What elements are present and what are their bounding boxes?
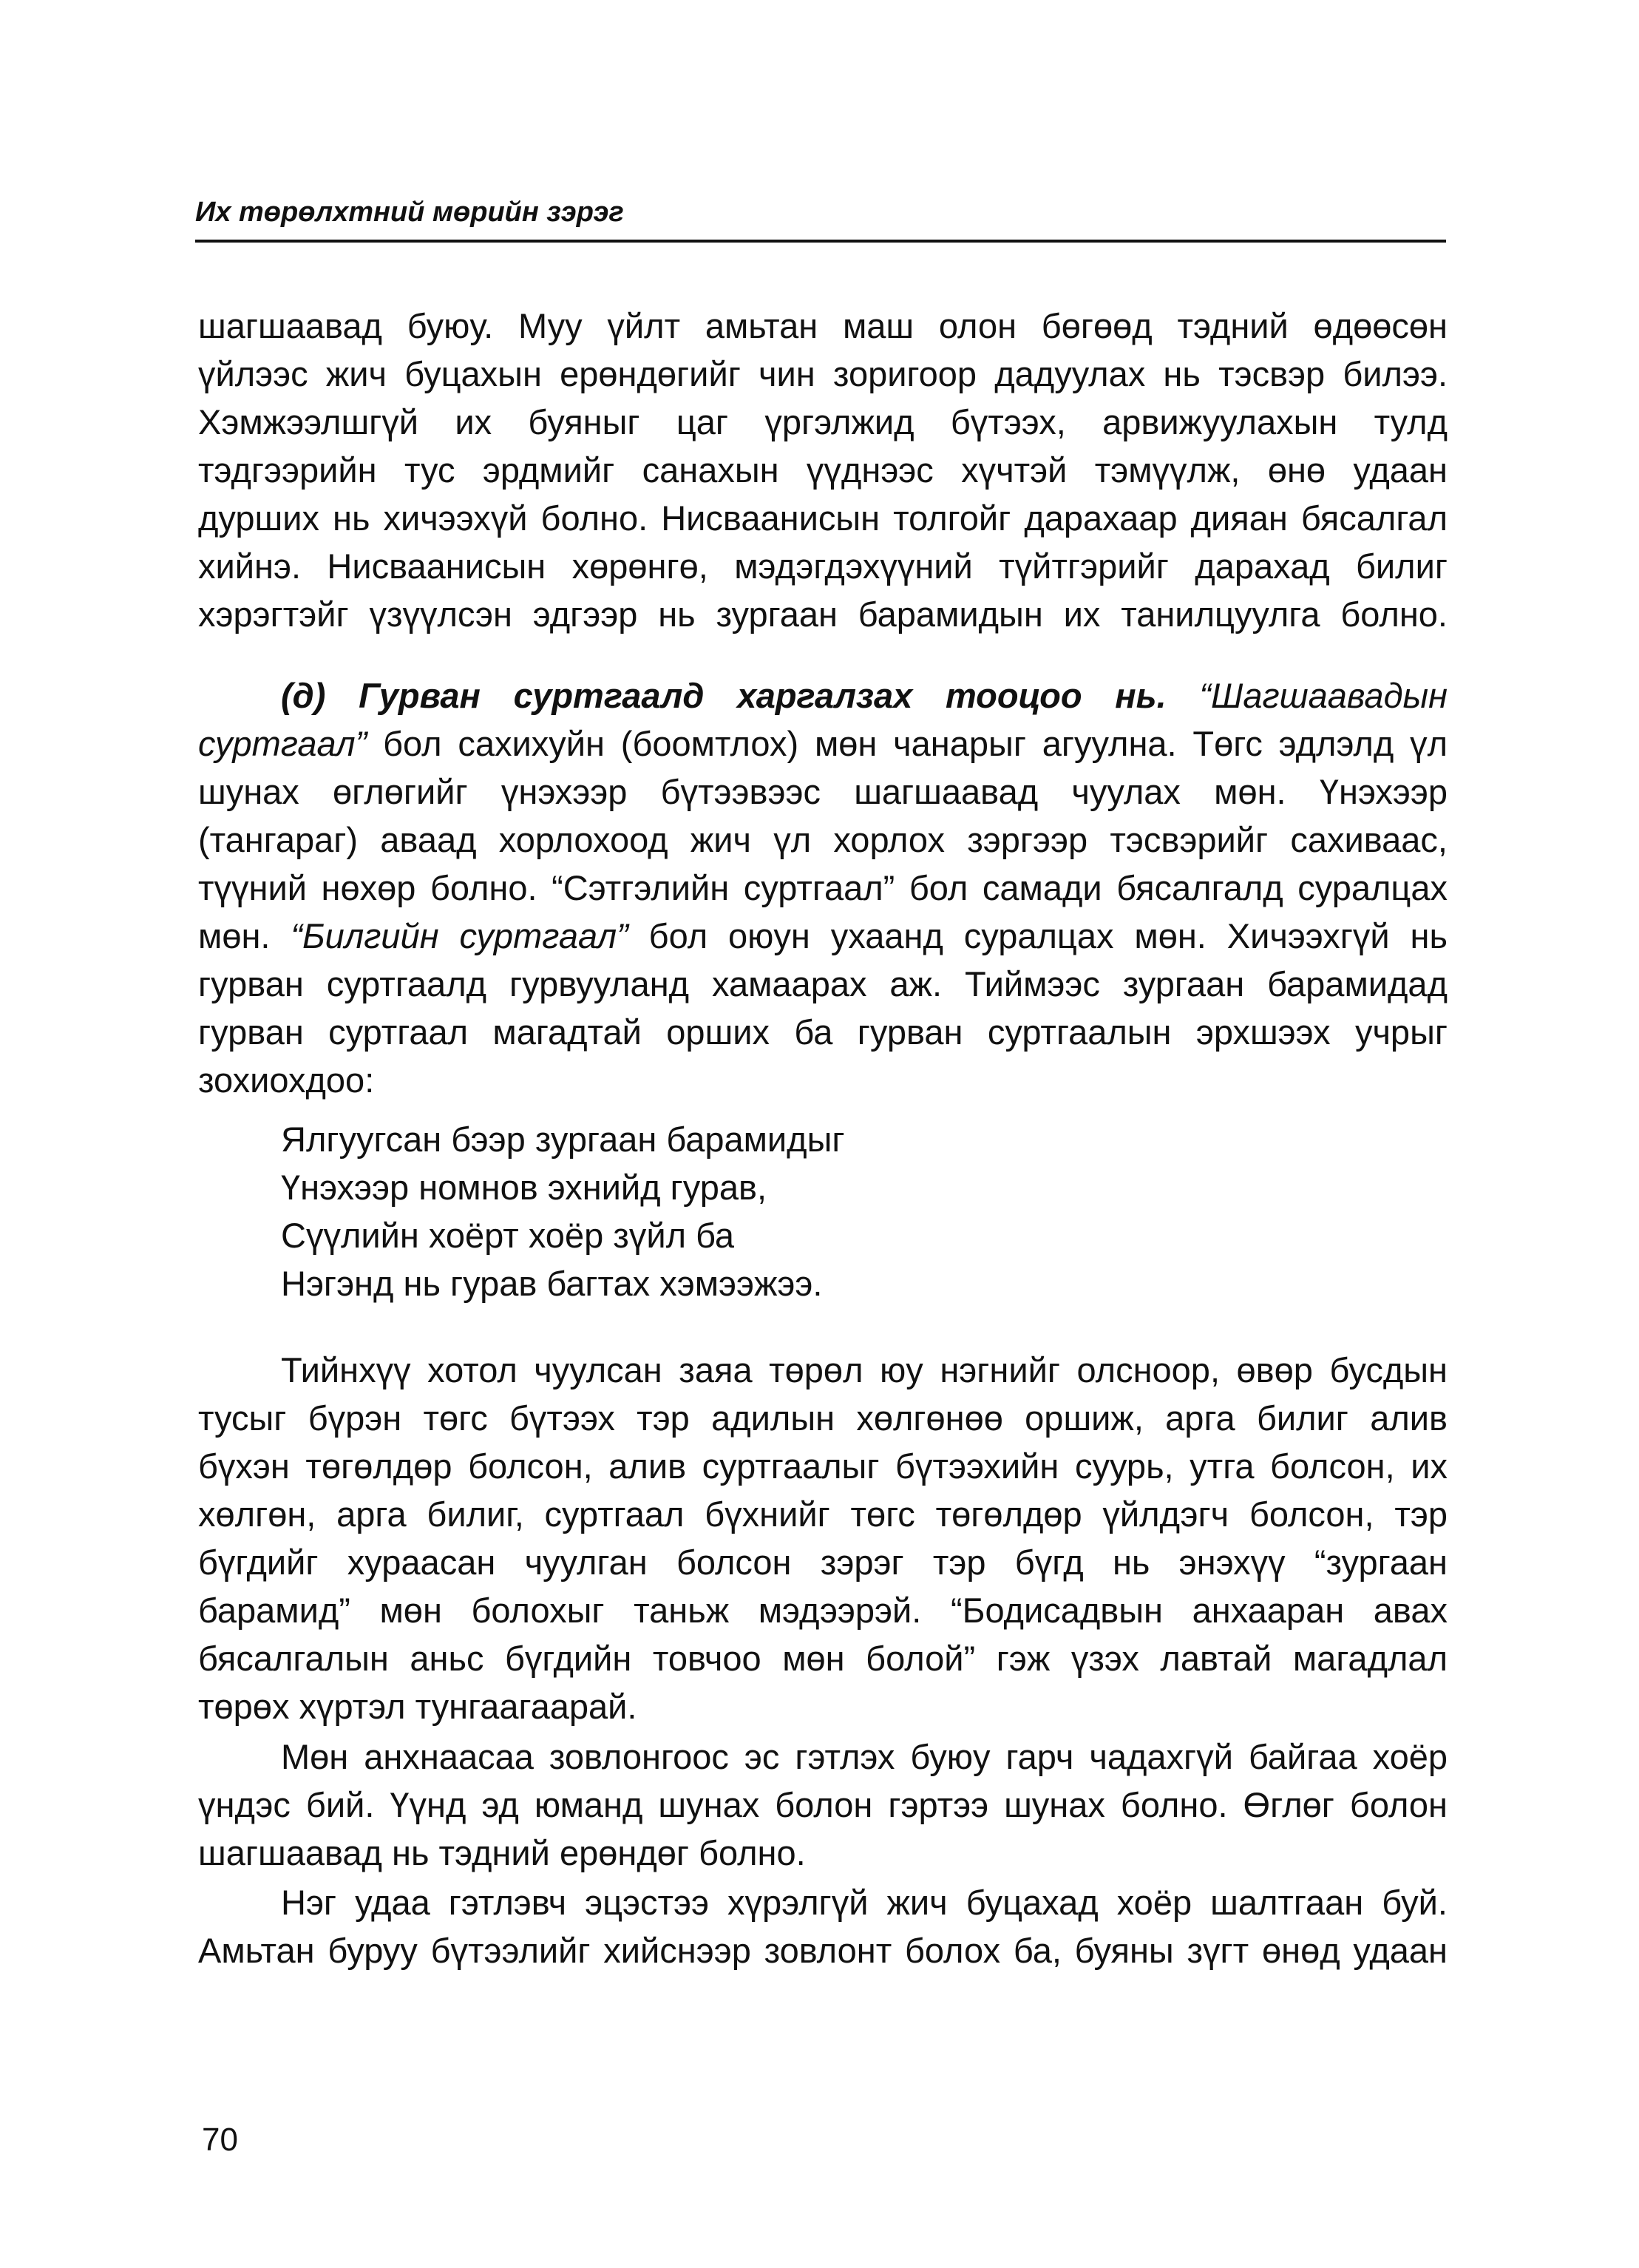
text-line: шунах өглөгийг үнэхээр бүтээвээс шагшаавад чуулах мөн. Үнэхээр <box>198 772 1448 811</box>
paragraph-4 <box>198 1878 1448 1974</box>
paragraph-2 <box>198 1346 1448 1730</box>
text-line: шагшаавад буюу. Муу үйлт амьтан маш олон бөгөөд тэдний өдөөсөн <box>198 306 1448 345</box>
text-line: Амьтан буруу бүтээлийг хийснээр зовлонт болох ба, буяны зүгт өнөд удаан <box>198 1931 1448 1970</box>
text-line: (тангараг) аваад хорлохоод жич үл хорлох зэргээр тэсвэрийг сахиваас, <box>198 820 1448 859</box>
text-line <box>198 671 1448 720</box>
text-line: тэдгээрийн тус эрдмийг санахын үүднээс хүчтэй тэмүүлж, өнө удаан <box>198 450 1448 490</box>
text-line: Мөн анхнаасаа зовлонгоос эс гэтлэх буюу гарч чадахгүй байгаа хоёр <box>281 1737 1448 1776</box>
text-line: хэрэгтэйг үзүүлсэн эдгээр нь зургаан барамидын их танилцуулга болно. <box>198 595 1448 634</box>
verse-line: Сүүлийн хоёрт хоёр зүйл ба <box>281 1216 735 1255</box>
header-rule <box>195 240 1446 243</box>
text-line: үндэс бий. Үүнд эд юманд шунах болон гэртээ шунах болно. Өглөг болон <box>198 1785 1448 1824</box>
text-line: төрөх хүртэл тунгаагаарай. <box>198 1687 637 1726</box>
text-line: бүхэн төгөлдөр болсон, алив суртгаалыг бүтээхийн суурь, утга болсон, их <box>198 1446 1448 1486</box>
text-line <box>198 720 1448 768</box>
page-number: 70 <box>202 2122 238 2158</box>
quote-term: суртгаал” <box>198 724 367 763</box>
text-line: дурших нь хичээхүй болно. Нисваанисын толгойг дарахаар дияан бясалгал <box>198 498 1448 538</box>
section-heading: (д) Гурван суртгаалд харгалзах тооцоо нь. <box>281 676 1167 715</box>
header-title: Их төрөлхтний мөрийн зэрэг <box>195 197 624 228</box>
text-line: шагшаавад нь тэдний ерөндөг болно. <box>198 1833 806 1872</box>
text-line: Нэг удаа гэтлэвч эцэстээ хүрэлгүй жич буцахад хоёр шалтгаан буй. <box>281 1883 1448 1922</box>
paragraph-1 <box>198 302 1448 638</box>
verse-line: Нэгэнд нь гурав багтах хэмээжээ. <box>281 1264 823 1303</box>
text-line: тусыг бүрэн төгс бүтээх тэр адилын хөлгөнөө оршиж, арга билиг алив <box>198 1398 1448 1438</box>
quote-term: “Шагшаавадын <box>1199 676 1448 715</box>
section-d <box>198 671 1448 1104</box>
text-run: бол оюун ухаанд суралцах мөн. Хичээхгүй нь <box>628 916 1448 955</box>
running-header <box>195 194 1446 246</box>
text-line: бясалгалын аньс бүгдийн товчоо мөн болой” гэж үзэх лавтай магадлал <box>198 1639 1448 1678</box>
text-run: бол сахихуйн (боомтлох) мөн чанарыг агуулна. Төгс эдлэлд үл <box>367 724 1448 763</box>
text-line: гурван суртгаалд гурвууланд хамаарах аж. Тиймээс зургаан барамидад <box>198 964 1448 1003</box>
text-line: хөлгөн, арга билиг, суртгаал бүхнийг төгс төгөлдөр үйлдэгч болсон, тэр <box>198 1494 1448 1534</box>
text-run: мөн. <box>198 916 291 955</box>
verse-line: Ялгуугсан бээр зургаан барамидыг <box>281 1120 845 1159</box>
text-line: гурван суртгаал магадтай орших ба гурван суртгаалын эрхшээх учрыг <box>198 1012 1448 1052</box>
quote-term: “Билгийн суртгаал” <box>291 916 628 955</box>
text-line: зохиохдоо: <box>198 1060 375 1100</box>
text-line: хийнэ. Нисваанисын хөрөнгө, мэдэгдэхүүний түйтгэрийг дарахад билиг <box>198 546 1448 586</box>
text-line: бүгдийг хураасан чуулган болсон зэрэг тэр бүгд нь энэхүү “зургаан <box>198 1543 1448 1582</box>
text-line: Хэмжээлшгүй их буяныг цаг үргэлжид бүтээх, арвижуулахын тулд <box>198 402 1448 441</box>
text-line: Тийнхүү хотол чуулсан заяа төрөл юу нэгнийг олсноор, өвөр бусдын <box>281 1350 1448 1389</box>
verse-line: Үнэхээр номнов эхнийд гурав, <box>281 1168 767 1207</box>
verse <box>281 1115 1390 1307</box>
text-line: түүний нөхөр болно. “Сэтгэлийн суртгаал” бол самади бясалгалд суралцах <box>198 868 1448 907</box>
paragraph-3 <box>198 1733 1448 1877</box>
text-line: барамид” мөн болохыг таньж мэдээрэй. “Бодисадвын анхааран авах <box>198 1591 1448 1630</box>
text-line: үйлээс жич буцахын ерөндөгийг чин зоригоор дадуулах нь тэсвэр билээ. <box>198 354 1448 393</box>
text-line <box>198 912 1448 960</box>
